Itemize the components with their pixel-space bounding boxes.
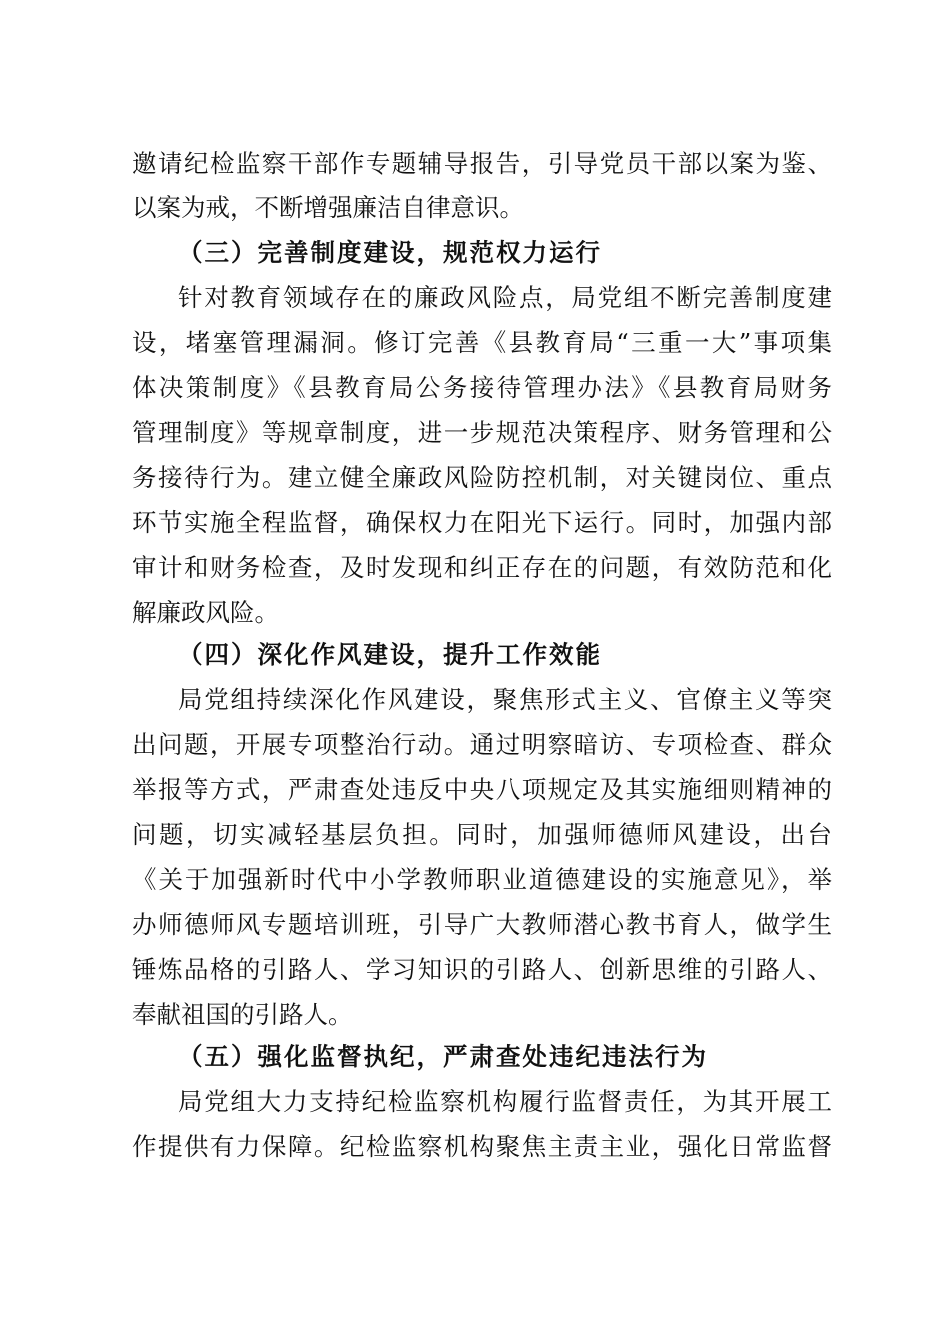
paragraph-line: 办师德师风专题培训班，引导广大教师潜心教书育人，做学生 [132,910,832,939]
section-heading-3: （三）完善制度建设，规范权力运行 [178,238,602,267]
paragraph-line: 以案为戒，不断增强廉洁自律意识。 [132,193,524,222]
paragraph-line: 邀请纪检监察干部作专题辅导报告，引导党员干部以案为鉴、 [132,149,832,178]
paragraph-line: 作提供有力保障。纪检监察机构聚焦主责主业，强化日常监督 [132,1132,832,1161]
paragraph-line: 管理制度》等规章制度，进一步规范决策程序、财务管理和公 [132,418,832,447]
paragraph-line: 问题，切实减轻基层负担。同时，加强师德师风建设，出台 [132,820,832,849]
paragraph-line: 针对教育领域存在的廉政风险点，局党组不断完善制度建 [178,283,832,312]
paragraph-line: 环节实施全程监督，确保权力在阳光下运行。同时，加强内部 [132,508,832,537]
paragraph-line: 设，堵塞管理漏洞。修订完善《县教育局“三重一大”事项集 [132,328,832,357]
paragraph-line: 奉献祖国的引路人。 [132,1000,353,1029]
section-heading-4: （四）深化作风建设，提升工作效能 [178,640,602,669]
paragraph-line: 局党组大力支持纪检监察机构履行监督责任，为其开展工 [178,1087,832,1116]
paragraph-line: 举报等方式，严肃查处违反中央八项规定及其实施细则精神的 [132,775,832,804]
paragraph-line: 锤炼品格的引路人、学习知识的引路人、创新思维的引路人、 [132,955,832,984]
section-heading-5: （五）强化监督执纪，严肃查处违纪违法行为 [178,1042,708,1071]
paragraph-line: 《关于加强新时代中小学教师职业道德建设的实施意见》，举 [132,865,832,894]
paragraph-line: 体决策制度》《县教育局公务接待管理办法》《县教育局财务 [132,373,832,402]
paragraph-line: 务接待行为。建立健全廉政风险防控机制，对关键岗位、重点 [132,463,832,492]
paragraph-line: 解廉政风险。 [132,598,279,627]
paragraph-line: 局党组持续深化作风建设，聚焦形式主义、官僚主义等突 [178,685,832,714]
paragraph-line: 审计和财务检查，及时发现和纠正存在的问题，有效防范和化 [132,553,832,582]
paragraph-line: 出问题，开展专项整治行动。通过明察暗访、专项检查、群众 [132,730,832,759]
